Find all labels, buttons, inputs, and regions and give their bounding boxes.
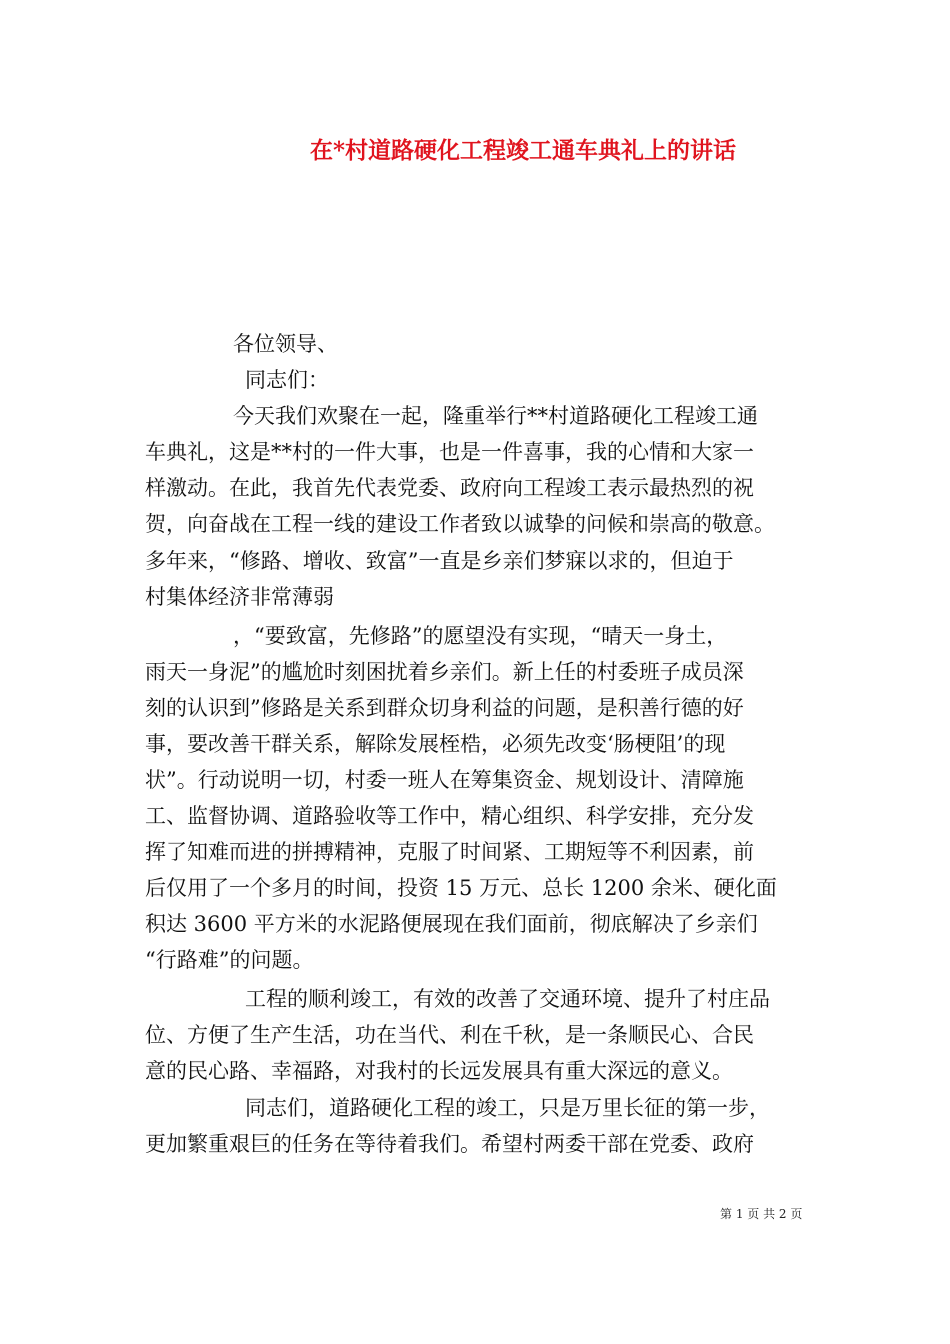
- body-line: 意的民心路、幸福路，对我村的长远发展具有重大深远的意义。: [145, 1059, 733, 1083]
- body-line: 多年来，“修路、增收、致富”一直是乡亲们梦寐以求的，但迫于: [145, 549, 734, 573]
- body-line: 工程的顺利竣工，有效的改善了交通环境、提升了村庄品: [245, 987, 770, 1011]
- body-line: 村集体经济非常薄弱: [145, 585, 334, 609]
- body-line: 各位领导、: [233, 332, 338, 356]
- body-line: 刻的认识到”修路是关系到群众切身利益的问题，是积善行德的好: [145, 696, 744, 720]
- body-line: 挥了知难而进的拼搏精神，克服了时间紧、工期短等不利因素，前: [145, 840, 754, 864]
- body-line: 工、监督协调、道路验收等工作中，精心组织、科学安排，充分发: [145, 804, 754, 828]
- body-line: 雨天一身泥”的尴尬时刻困扰着乡亲们。新上任的村委班子成员深: [145, 660, 744, 684]
- body-line: “行路难”的问题。: [145, 948, 314, 972]
- body-line: 事，要改善干群关系，解除发展桎梏，必须先改变‘肠梗阻’的现: [145, 732, 726, 756]
- body-line: 积达 3600 平方米的水泥路便展现在我们面前，彻底解决了乡亲们: [145, 912, 758, 936]
- body-line: 位、方便了生产生活，功在当代、利在千秋，是一条顺民心、合民: [145, 1023, 754, 1047]
- body-line: 样激动。在此，我首先代表党委、政府向工程竣工表示最热烈的祝: [145, 476, 754, 500]
- document-title: 在*村道路硬化工程竣工通车典礼上的讲话: [309, 137, 737, 164]
- body-line: 同志们，道路硬化工程的竣工，只是万里长征的第一步，: [245, 1096, 770, 1120]
- body-line: 状”。行动说明一切，村委一班人在筹集资金、规划设计、清障施: [145, 768, 744, 792]
- body-line: 贺，向奋战在工程一线的建设工作者致以诚挚的问候和崇高的敬意。: [145, 512, 775, 536]
- body-line: 今天我们欢聚在一起，隆重举行**村道路硬化工程竣工通: [233, 404, 758, 428]
- page-number: 第 1 页 共 2 页: [720, 1207, 803, 1221]
- body-line: 车典礼，这是**村的一件大事，也是一件喜事，我的心情和大家一: [145, 440, 754, 464]
- body-line: 后仅用了一个多月的时间，投资 15 万元、总长 1200 余米、硬化面: [145, 876, 777, 900]
- body-line: ，“要致富，先修路”的愿望没有实现，“晴天一身土，: [233, 624, 728, 648]
- body-line: 同志们：: [245, 368, 329, 392]
- body-line: 更加繁重艰巨的任务在等待着我们。希望村两委干部在党委、政府: [145, 1132, 754, 1156]
